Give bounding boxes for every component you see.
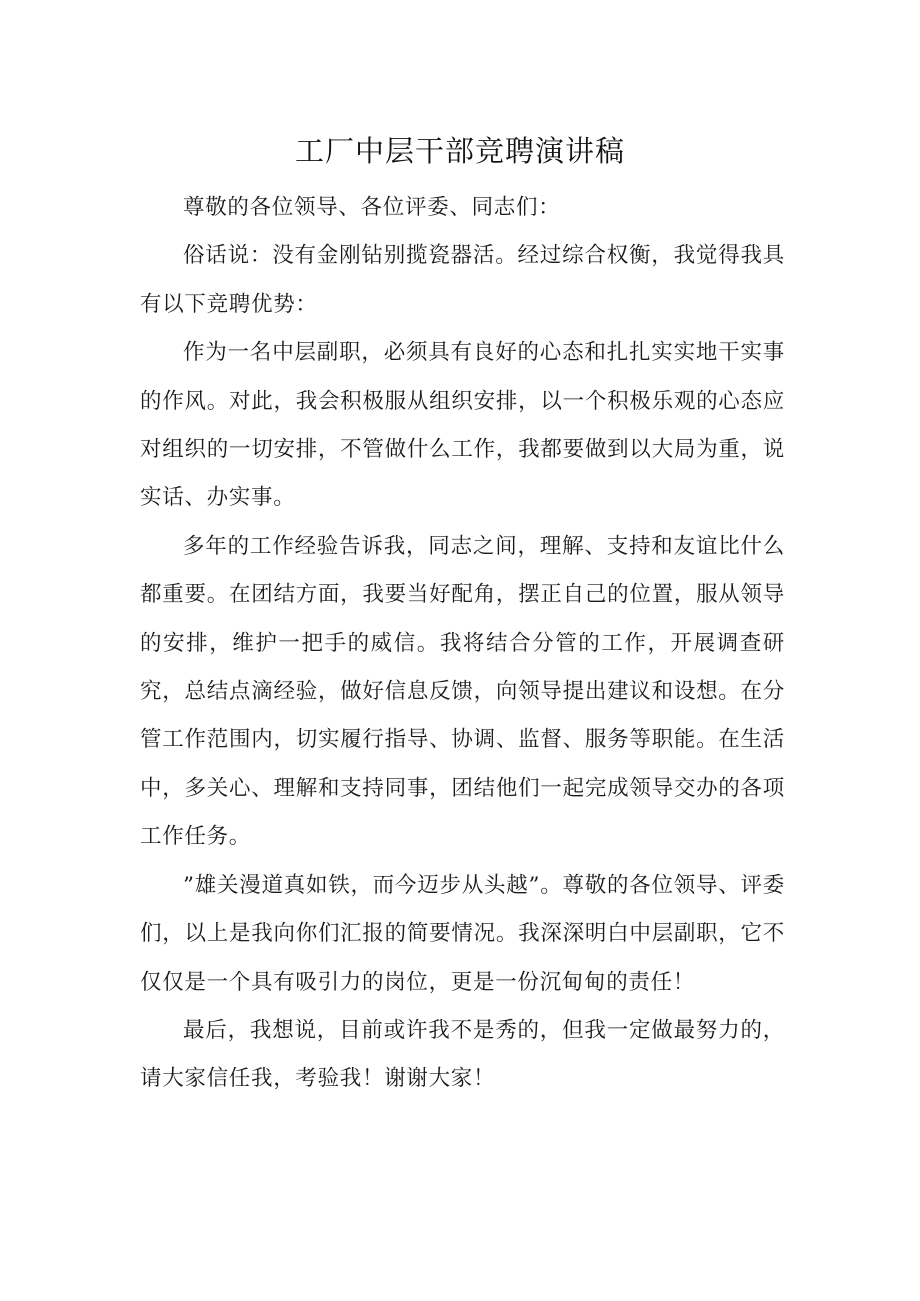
paragraph-responsibility: ”雄关漫道真如铁，而今迈步从头越”。尊敬的各位领导、评委们，以上是我向你们汇报的简要情况。我深深明白中层副职，它不仅仅是一个具有吸引力的岗位，更是一份沉甸甸的责任！ (140, 872, 785, 995)
document-body (140, 184, 785, 1104)
document-title: 工厂中层干部竞聘演讲稿 (294, 134, 625, 168)
paragraph-intro: 俗话说：没有金刚钻别揽瓷器活。经过综合权衡，我觉得我具有以下竞聘优势： (140, 243, 785, 317)
paragraph-closing: 最后，我想说，目前或许我不是秀的，但我一定做最努力的，请大家信任我，考验我！谢谢大家！ (140, 1017, 785, 1092)
paragraph-attitude: 作为一名中层副职，必须具有良好的心态和扎扎实实地干实事的作风。对此，我会积极服从组织安排，以一个积极乐观的心态应对组织的一切安排，不管做什么工作，我都要做到以大局为重，说实话、办实事。 (140, 340, 785, 511)
paragraph-teamwork: 多年的工作经验告诉我，同志之间，理解、支持和友谊比什么都重要。在团结方面，我要当好配角，摆正自己的位置，服从领导的安排，维护一把手的威信。我将结合分管的工作，开展调查研究，总结点滴经验，做好信息反馈，向领导提出建议和设想。在分管工作范围内，切实履行指导、协调、监督、服务等职能。在生活中，多关心、理解和支持同事，团结他们一起完成领导交办的各项工作任务。 (140, 533, 785, 850)
paragraph-salutation: 尊敬的各位领导、各位评委、同志们： (183, 195, 561, 220)
